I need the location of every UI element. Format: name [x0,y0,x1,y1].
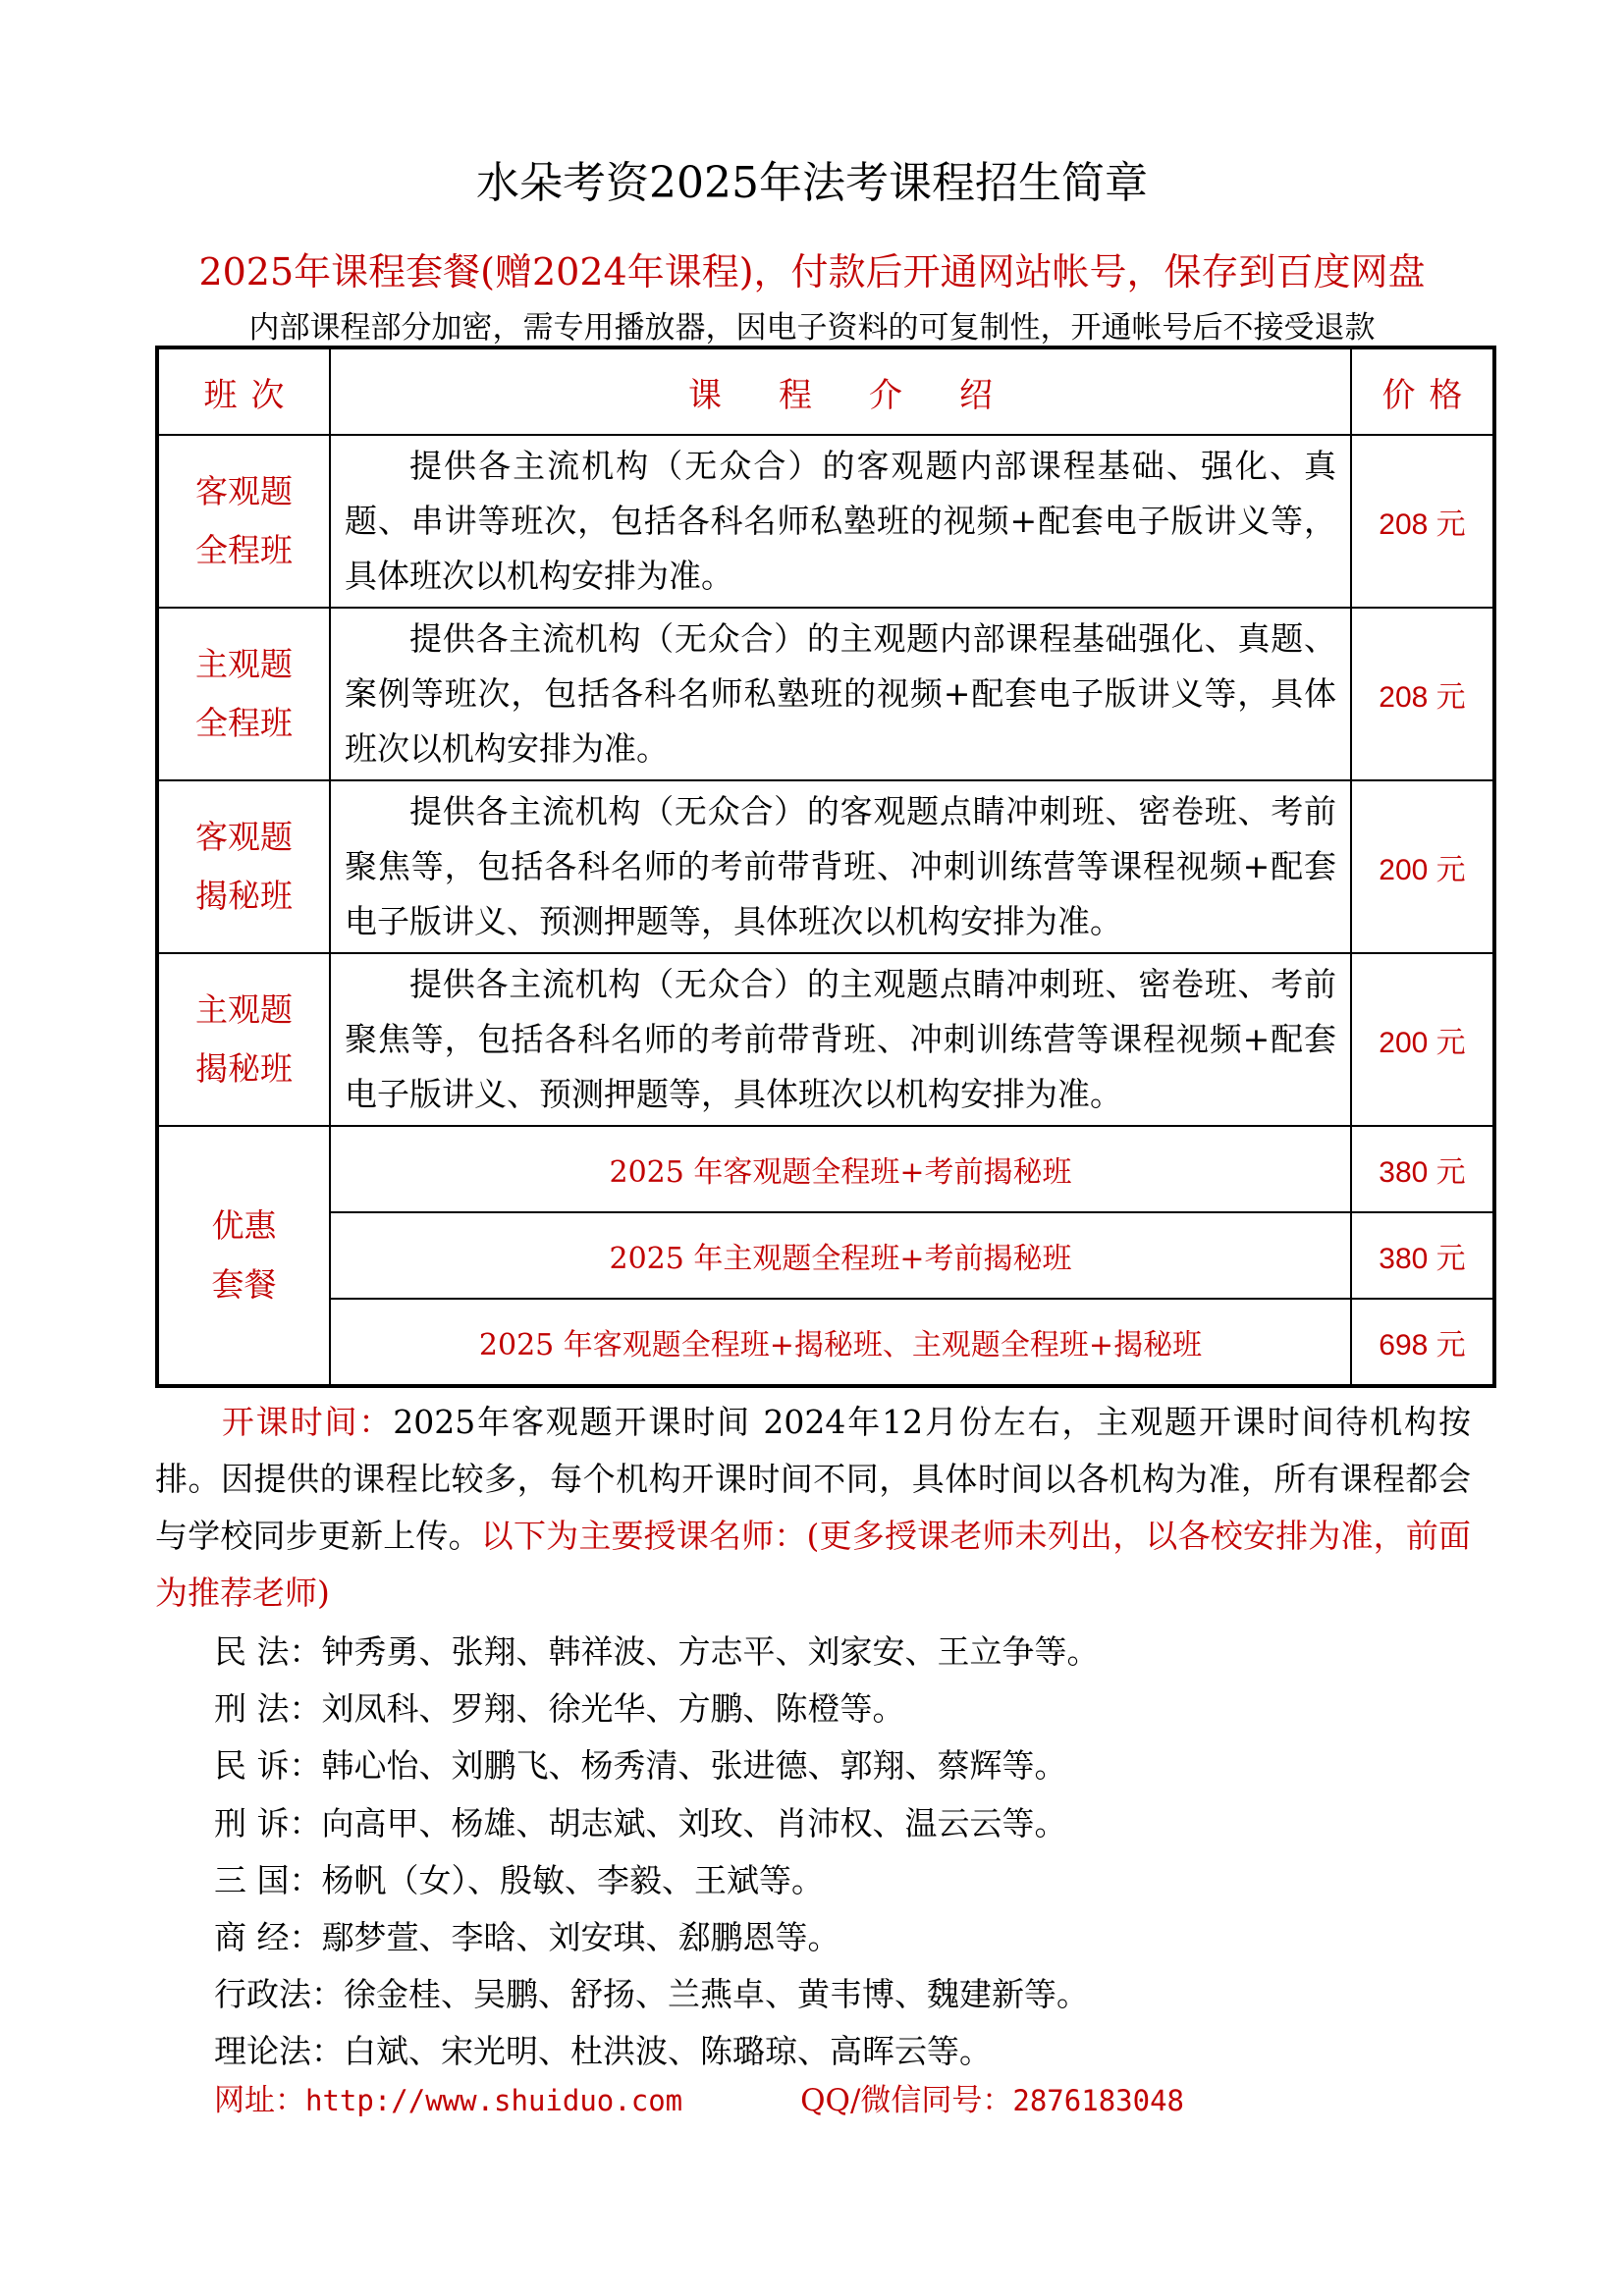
course-name-line: 全程班 [195,531,293,569]
page-title: 水朵考资2025年法考课程招生简章 [476,158,1148,208]
teacher-subject: 行政法： [214,1975,344,2014]
course-name-line: 揭秘班 [195,1049,293,1088]
teacher-subject: 民 诉： [214,1746,322,1786]
course-price: 200 元 [1351,780,1494,953]
teacher-names: 杨帆（女）、殷敏、李毅、王斌等。 [321,1860,824,1899]
course-description: 提供各主流机构（无众合）的客观题点睛冲刺班、密卷班、考前聚焦等，包括各科名师的考前带背班、冲刺训练营等课程视频+配套电子版讲义、预测押题等，具体班次以机构安排为准。 [330,780,1351,953]
list-item [214,1795,1100,1852]
package-row [157,1126,1494,1212]
list-item [214,2023,1100,2080]
table-row [157,953,1494,1126]
course-name-line: 主观题 [195,645,293,683]
package-price: 698 元 [1351,1299,1494,1386]
contact-footer [214,2075,1184,2119]
package-description: 2025 年主观题全程班+考前揭秘班 [330,1212,1351,1299]
list-item [214,1737,1100,1794]
package-price: 380 元 [1351,1212,1494,1299]
schedule-text: 2025年客观题开课时间 2024年12月份左右，主观题开课时间待机构按排。因提供的课程比较多，每个机构开课时间不同，具体时间以各机构为准，所有课程都会与学校同步更新上传。 [155,1403,1471,1555]
table-row [157,435,1494,608]
contact-label: QQ/微信同号： [800,2083,1013,2118]
package-subtitle: 2025年课程套餐(赠2024年课程)，付款后开通网站帐号，保存到百度网盘 [198,250,1426,294]
course-name-line: 客观题 [195,472,293,510]
course-name-line: 揭秘班 [195,877,293,915]
course-name [157,435,330,608]
course-price: 200 元 [1351,953,1494,1126]
course-name [157,780,330,953]
header-desc: 课程介绍 [330,347,1351,435]
list-item [214,1966,1100,2023]
list-item [214,1624,1100,1681]
site-label: 网址： [214,2083,305,2118]
teacher-subject: 刑 法： [214,1689,322,1729]
course-table [155,346,1496,1388]
teacher-subject: 刑 诉： [214,1803,322,1842]
header-price: 价格 [1351,347,1494,435]
teacher-subject: 理论法： [214,2032,344,2071]
package-name-line: 优惠 [211,1206,277,1245]
package-name-line: 套餐 [211,1265,277,1304]
teacher-names: 鄢梦萱、李晗、刘安琪、郄鹏恩等。 [321,1918,840,1957]
table-row [157,608,1494,780]
teacher-names: 刘凤科、罗翔、徐光华、方鹏、陈橙等。 [321,1689,905,1729]
course-name-line: 全程班 [195,704,293,742]
teacher-names: 向高甲、杨雄、胡志斌、刘玫、肖沛权、温云云等。 [321,1803,1067,1842]
course-name [157,953,330,1126]
list-item [214,1852,1100,1909]
package-group-name [157,1126,330,1386]
teacher-subject: 民 法： [214,1632,322,1671]
teacher-names: 钟秀勇、张翔、韩祥波、方志平、刘家安、王立争等。 [321,1632,1100,1671]
table-header-row [157,347,1494,435]
list-item [214,1909,1100,1966]
contact-number: 2876183048 [1012,2084,1184,2117]
teacher-names: 韩心怡、刘鹏飞、杨秀清、张进德、郭翔、蔡辉等。 [321,1746,1067,1786]
course-description: 提供各主流机构（无众合）的客观题内部课程基础、强化、真题、串讲等班次，包括各科名师私塾班的视频+配套电子版讲义等，具体班次以机构安排为准。 [330,435,1351,608]
course-price: 208 元 [1351,608,1494,780]
course-description: 提供各主流机构（无众合）的主观题点睛冲刺班、密卷班、考前聚焦等，包括各科名师的考前带背班、冲刺训练营等课程视频+配套电子版讲义、预测押题等，具体班次以机构安排为准。 [330,953,1351,1126]
course-name [157,608,330,780]
refund-notice: 内部课程部分加密，需专用播放器，因电子资料的可复制性，开通帐号后不接受退款 [248,310,1376,346]
course-description: 提供各主流机构（无众合）的主观题内部课程基础强化、真题、案例等班次，包括各科名师私塾班的视频+配套电子版讲义等，具体班次以机构安排为准。 [330,608,1351,780]
package-description: 2025 年客观题全程班+揭秘班、主观题全程班+揭秘班 [330,1299,1351,1386]
teacher-list [214,1624,1100,2081]
course-name-line: 客观题 [195,818,293,856]
teachers-intro: 以下为主要授课名师：(更多授课老师未列出，以各校安排为准，前面为推荐老师) [155,1517,1471,1612]
package-row [157,1299,1494,1386]
package-row [157,1212,1494,1299]
schedule-label: 开课时间： [220,1403,394,1441]
teacher-subject: 三 国： [214,1860,322,1899]
course-price: 208 元 [1351,435,1494,608]
site-url-link[interactable]: http://www.shuiduo.com [305,2084,683,2117]
list-item [214,1681,1100,1737]
teacher-names: 白斌、宋光明、杜洪波、陈璐琼、高晖云等。 [344,2032,992,2071]
schedule-paragraph [155,1394,1471,1622]
teacher-names: 徐金桂、吴鹏、舒扬、兰燕卓、黄韦博、魏建新等。 [344,1975,1089,2014]
package-price: 380 元 [1351,1126,1494,1212]
package-description: 2025 年客观题全程班+考前揭秘班 [330,1126,1351,1212]
teacher-subject: 商 经： [214,1918,322,1957]
table-row [157,780,1494,953]
header-class: 班次 [157,347,330,435]
course-name-line: 主观题 [195,990,293,1029]
